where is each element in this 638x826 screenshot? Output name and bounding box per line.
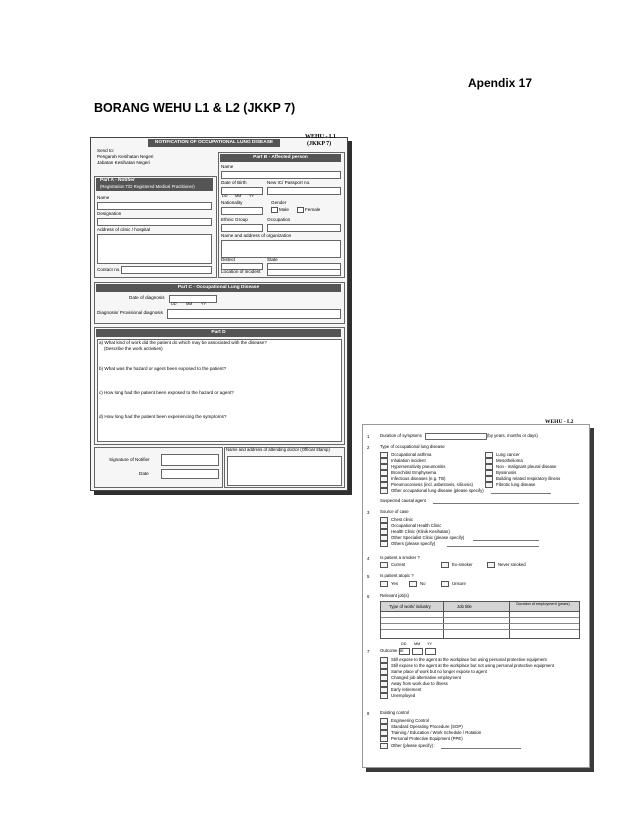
- atopic-checkbox[interactable]: [380, 581, 388, 587]
- date-diagnosis-field[interactable]: [169, 295, 217, 303]
- q5-label: Is patient atopic ?: [380, 573, 414, 578]
- disease-other-label: Other occupational lung disease (please specify): [391, 488, 484, 493]
- notifier-name-label: Name: [97, 195, 110, 200]
- org-label: Name and address of organization: [221, 233, 292, 238]
- diagnosis-label: Diagnosis/ Provisional diagnosis: [97, 310, 163, 315]
- ethnic-field[interactable]: [221, 224, 263, 232]
- ic-label: New IC/ Passport no.: [267, 180, 311, 185]
- state-label: State: [267, 257, 278, 262]
- outcome-date-dd-field[interactable]: [399, 648, 410, 655]
- district-label: District: [221, 257, 236, 262]
- address-clinic-label: Address of clinic / hospital: [97, 227, 151, 232]
- signature-field[interactable]: [161, 454, 219, 466]
- outcome-date-mm-field[interactable]: [412, 648, 423, 655]
- q8-number: 8: [367, 711, 370, 716]
- suspected-agent-field[interactable]: [433, 503, 579, 504]
- q5-number: 5: [367, 574, 370, 579]
- question-c: c) How long had the patient been exposed to the hazard or agent?: [99, 390, 234, 395]
- control-label: Training / Education / Work Schedule / Rotation: [391, 730, 482, 735]
- jobs-header-title: Job title: [457, 604, 472, 609]
- send-to-line1: Pengarah Kesihatan Negeri: [97, 154, 154, 159]
- disease-label: Inhalation incident: [391, 458, 426, 463]
- jobs-col-divider: [443, 602, 444, 638]
- part-b-header: Part B - Affected person: [220, 154, 341, 162]
- smoker-label: Current: [391, 562, 406, 567]
- outcome-label: Changed job alternative employment: [391, 675, 461, 680]
- disease-label: Lung cancer: [496, 452, 520, 457]
- form-wehu-l2: [362, 419, 590, 768]
- outcome-date-yy-field[interactable]: [425, 648, 436, 655]
- form1-code-jkkp: (JKKP 7): [307, 141, 332, 147]
- attending-doctor-label: Name and address of attending doctor (Official Stamp): [226, 447, 330, 452]
- nationality-field[interactable]: [221, 207, 263, 215]
- question-a: a) What kind of work did the patient do which may be associated with the disease?: [99, 340, 267, 345]
- send-to-label: Send to:: [97, 148, 115, 153]
- male-label: Male: [279, 207, 289, 212]
- outcome-mm: MM: [414, 642, 421, 646]
- ic-field[interactable]: [267, 187, 341, 195]
- outcome-label: Away from work due to illness: [391, 681, 448, 686]
- smoker-checkbox[interactable]: [487, 562, 495, 568]
- part-d-header: Part D: [96, 329, 341, 337]
- source-other-field[interactable]: [447, 546, 539, 547]
- date-field[interactable]: [161, 469, 219, 479]
- jobs-header-duration: Duration of employment (years): [516, 602, 570, 606]
- disease-label: Infectious diseases (e.g. TB): [391, 476, 446, 481]
- disease-label: Occupational asthma: [391, 452, 432, 457]
- source-label: Others (please specify): [391, 541, 436, 546]
- disease-label: Mesothelioma: [496, 458, 523, 463]
- dob-yy: YY: [249, 194, 255, 198]
- atopic-label: Unsure: [452, 581, 466, 586]
- duration-field[interactable]: [425, 433, 487, 440]
- location-label: Location of incident: [221, 269, 261, 274]
- nationality-label: Nationality: [221, 200, 243, 205]
- contact-no-field[interactable]: [121, 266, 212, 274]
- source-label: Occupational Health Clinic: [391, 523, 442, 528]
- q1-number: 1: [367, 434, 370, 439]
- appendix-label: Apendix 17: [468, 76, 533, 90]
- address-clinic-field[interactable]: [97, 234, 212, 264]
- source-label: Health Clinic (Klinik Kesihatan): [391, 529, 450, 534]
- disease-label: Fibrotic lung disease: [496, 482, 536, 487]
- dob-mm: MM: [235, 194, 242, 198]
- disease-label: Bronchitis/ Emphysema: [391, 470, 437, 475]
- document-title: BORANG WEHU L1 & L2 (JKKP 7): [94, 101, 296, 115]
- disease-label: Pneumoconiosis (incl. asbestosis, silicosis): [391, 482, 473, 487]
- q6-number: 6: [367, 594, 370, 599]
- male-checkbox[interactable]: [271, 207, 278, 213]
- female-checkbox[interactable]: [297, 207, 304, 213]
- disease-checkbox[interactable]: [485, 482, 493, 488]
- ethnic-label: Ethnic Group: [221, 217, 248, 222]
- disease-label: Non - malignant pleural disease: [496, 464, 557, 469]
- part-a-subtitle: (Registration T/D Registered Medical Practitioner): [100, 183, 195, 189]
- notifier-name-field[interactable]: [97, 202, 212, 210]
- atopic-label: Yes: [391, 581, 399, 586]
- diagnosis-field[interactable]: [167, 309, 341, 319]
- jobs-row-line: [381, 617, 579, 618]
- q7-label: Outcome on: [380, 648, 404, 653]
- outcome-label: Unemployed: [391, 693, 416, 698]
- affected-name-field[interactable]: [221, 171, 341, 179]
- q2-number: 2: [367, 445, 370, 450]
- gender-label: Gender: [271, 200, 287, 205]
- disease-label: Building related respiratory illness: [496, 476, 561, 481]
- date-label: Date: [139, 471, 149, 476]
- outcome-checkbox[interactable]: [380, 693, 388, 699]
- occupation-field[interactable]: [267, 224, 341, 232]
- smoker-label: Ex-smoker: [452, 562, 473, 567]
- q1-hint: (by years, months or days): [487, 433, 538, 438]
- control-other-field[interactable]: [441, 748, 521, 749]
- signature-label: Signature of Notifier: [109, 457, 150, 462]
- source-label: Other Specialist Clinic (please specify): [391, 535, 465, 540]
- jobs-table: [380, 601, 580, 639]
- designation-field[interactable]: [97, 218, 212, 226]
- dob-dd: DD: [222, 194, 228, 198]
- control-label: Standard Operating Procedure (SOP): [391, 724, 463, 729]
- part-a-title: Part A - Notifier: [100, 178, 135, 183]
- q3-number: 3: [367, 510, 370, 515]
- control-checkbox[interactable]: [380, 743, 388, 749]
- occupation-label: Occupation: [267, 217, 291, 222]
- jobs-header-work: Type of work/ industry: [389, 604, 431, 609]
- outcome-dd: DD: [401, 642, 407, 646]
- control-label: Personal Protective Equipment (PPE): [391, 736, 463, 741]
- outcome-label: Same place of work but no longer expose to agent: [391, 669, 487, 674]
- question-b: b) What was the hazard or agent been exposed to the patient?: [99, 366, 227, 371]
- atopic-checkbox[interactable]: [409, 581, 417, 587]
- part-c-header: Part C - Occupational Lung Disease: [96, 284, 341, 292]
- source-specialist-field[interactable]: [473, 540, 539, 541]
- smoker-checkbox[interactable]: [441, 562, 449, 568]
- send-to-line2: Jabatan Kesihatan Negeri: [97, 160, 150, 165]
- source-checkbox[interactable]: [380, 541, 388, 547]
- diag-dd: DD: [171, 302, 177, 306]
- jobs-col-divider: [509, 602, 510, 638]
- question-d: d) How long had the patient been experiencing the symptoms?: [99, 414, 227, 419]
- q8-label: Existing control: [380, 710, 410, 715]
- form2-code: WEHU - L2: [545, 419, 574, 425]
- jobs-row-line: [381, 629, 579, 630]
- dob-field[interactable]: [221, 187, 263, 195]
- disease-other-checkbox[interactable]: [380, 488, 388, 494]
- diag-yy: YY: [201, 302, 207, 306]
- outcome-label: Still expose to the agent at the workplace but not using personal protective equipment: [391, 663, 554, 668]
- q4-label: Is patient a smoker ?: [380, 555, 420, 560]
- date-diagnosis-label: Date of diagnosis: [129, 295, 165, 300]
- q7-number: 7: [367, 649, 370, 654]
- disease-label: Hypersensitivity pneumonitis: [391, 464, 446, 469]
- q1-label: Duration of symptoms: [380, 433, 422, 438]
- suspected-agent-label: Suspected causal agent: [380, 498, 426, 503]
- part-a-header: [96, 178, 213, 191]
- control-checkbox[interactable]: [380, 736, 388, 742]
- attending-doctor-field[interactable]: [227, 456, 342, 486]
- female-label: Female: [305, 207, 321, 212]
- q4-number: 4: [367, 556, 370, 561]
- control-label: Engineering Control: [391, 718, 429, 723]
- disease-other-field[interactable]: [491, 493, 551, 494]
- smoker-label: Never smoked: [498, 562, 526, 567]
- form-wehu-l1: [90, 134, 348, 491]
- diag-mm: MM: [186, 302, 193, 306]
- q6-label: Relevant job(s): [380, 593, 409, 598]
- atopic-checkbox[interactable]: [441, 581, 449, 587]
- affected-name-label: Name: [221, 164, 234, 169]
- atopic-label: No: [420, 581, 426, 586]
- org-field[interactable]: [221, 240, 341, 258]
- outcome-yy: YY: [427, 642, 433, 646]
- designation-label: Designation: [97, 211, 122, 216]
- form1-banner: NOTIFICATION OF OCCUPATIONAL LUNG DISEASE: [148, 139, 280, 147]
- jobs-row-line: [381, 623, 579, 624]
- disease-label: Byssinosis: [496, 470, 517, 475]
- form1-code: WEHU - L1: [305, 134, 337, 140]
- contact-no-label: Contact no.: [97, 267, 121, 272]
- smoker-checkbox[interactable]: [380, 562, 388, 568]
- outcome-label: Early retirement: [391, 687, 422, 692]
- source-label: Chest clinic: [391, 517, 413, 522]
- outcome-label: Still expose to the agent at the workplace but using personal protective equipment: [391, 657, 547, 662]
- question-a-hint: (Describe the work activities): [104, 346, 163, 351]
- control-label: Other (please specify) :: [391, 743, 436, 748]
- q2-label: Type of occupational lung disease: [380, 444, 445, 449]
- q3-label: Source of case: [380, 509, 409, 514]
- dob-label: Date of Birth: [221, 180, 247, 185]
- location-field[interactable]: [267, 269, 341, 276]
